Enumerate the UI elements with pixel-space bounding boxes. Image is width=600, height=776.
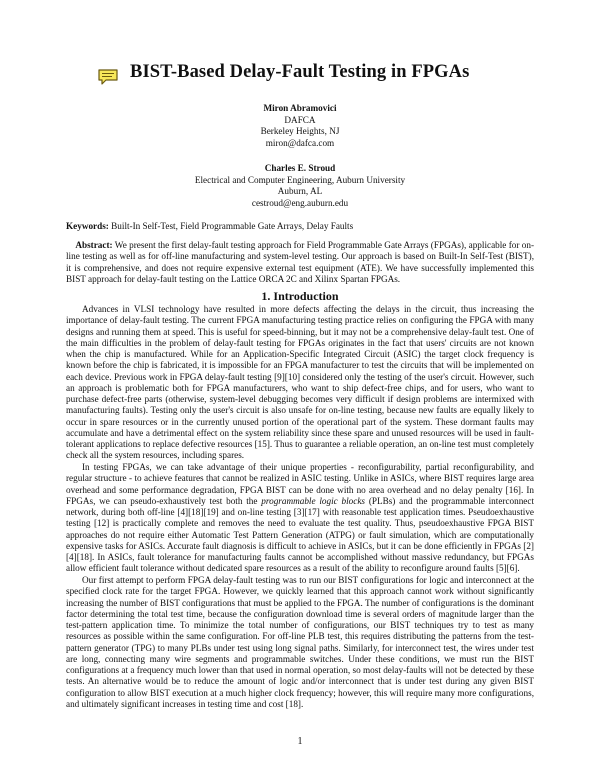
paper-title: BIST-Based Delay-Fault Testing in FPGAs <box>130 62 470 82</box>
author-block <box>0 103 600 149</box>
author-location: Berkeley Heights, NJ <box>260 126 340 136</box>
author-name: Charles E. Stroud <box>264 163 336 173</box>
keywords-label: Keywords: <box>66 221 109 231</box>
abstract-text: We present the first delay-fault testing approach for Field Programmable Gate Arrays (FPGAs), applicable for on-line testing as well as for off-line manufacturing and system-level testing. Our approach is based on Built-In Self-Test (BIST), it is comprehensive, and does not require expensive external test equipment (ATE). We have successfully implemented this BIST approach for delay-fault testing on the Lattice ORCA 2C and Xilinx Spartan FPGAs. <box>66 240 534 284</box>
paragraph: Our first attempt to perform FPGA delay-fault testing was to run our BIST configurations for logic and interconnect at the specified clock rate for the target FPGA. However, we quickly learned that this approach cannot work without significantly increasing the number of BIST configurations that must be applied to the FPGA. The number of configurations is the dominant factor determining the total test time, because the configuration download time is several orders of magnitude larger than the test-pattern application time. To minimize the total number of configurations, our BIST techniques try to test as many resources as possible within the same configuration. For off-line PLB test, this requires distributing the patterns from the test-pattern generator (TPG) to many PLBs under test using long signal paths. Similarly, for interconnect test, the wires under test are long, connecting many wire segments and programmable switches. Under these conditions, we must run the BIST configurations at a frequency much lower than that used in normal operation, so most delay-faults will not be detected by these tests. An alternative would be to reduce the amount of logic and/or interconnect that is under test during any given BIST configuration to allow BIST execution at a much higher clock frequency; however, this will require many more configurations, and ultimately significant increases in testing time and cost [18]. <box>66 575 534 709</box>
author-location: Auburn, AL <box>277 186 323 196</box>
abstract-label: Abstract: <box>75 240 113 250</box>
paragraph <box>66 462 534 575</box>
section-heading: 1. Introduction <box>261 289 339 303</box>
paragraph: Advances in VLSI technology have resulted in more defects affecting the delays in the circuit, thus increasing the importance of delay-fault testing. The current FPGA manufacturing testing practice relies on configuring the FPGA with many designs and running them at speed. This is useful for speed-binning, but it may not be a comprehensive delay-fault test. One of the main difficulties in the problem of delay-fault testing for FPGAs originates in the fact that users' circuits are not known when the chip is manufactured. While for an Application-Specific Integrated Circuit (ASIC) the target clock frequency is known before the chip is fabricated, it is impossible for an FPGA manufacturer to test the circuits that will be implemented on each device. Previous work in FPGA delay-fault testing [9][10] considered only the testing of the user's circuit. However, such an approach is problematic both for FPGA manufacturers, who want to ship defect-free chips, and for users, who want to purchase defect-free parts (otherwise, system-level debugging becomes very difficult if design problems are intermixed with manufacturing faults). Testing only the user's circuit is also unsafe for on-line testing, because new faults are equally likely to occur in spare resources or in the currently unused portion of the operational part of the system. These dormant faults may accumulate and have a detrimental effect on the system reliability since these spare and unused resources will be used in fault-tolerant applications to replace defective resources [15]. Thus to guarantee a reliable operation, an on-line test must completely check all the system resources, including spares. <box>66 304 534 461</box>
author-name: Miron Abramovici <box>263 103 337 113</box>
paragraph-text: In testing FPGAs, we can take advantage of their unique properties - reconfigurability, partial reconfigurability, and regular structure - to achieve features that cannot be realized in ASIC testing. Unlike in ASICs, where BIST requires large area overhead and some performance degradation, FPGA BIST can be done with no area overhead and no delay penalty [16]. In FPGAs, we can pseudo-exhaustively test both the <box>66 462 534 506</box>
author-block <box>0 163 600 209</box>
keywords-text: Built-In Self-Test, Field Programmable Gate Arrays, Delay Faults <box>111 221 354 231</box>
author-affiliation: DAFCA <box>284 114 316 125</box>
keywords <box>66 221 546 231</box>
abstract <box>66 240 534 285</box>
section-body <box>66 304 534 711</box>
author-email[interactable]: cestroud@eng.auburn.edu <box>251 197 349 208</box>
paragraph-text: (PLBs) and the programmable interconnect network, during both off-line [4][18][19] and on-line testing [3][17] with reasonable test application times. Pseudoexhaustive testing [12] is practically complete and removes the need to evaluate the test quality. Thus, pseudoexhaustive FPGA BIST approaches do not require either Automatic Test Pattern Generation (ATPG) or fault simulation, which are computationally expensive tasks for ASICs. Accurate fault diagnosis is difficult to achieve in ASICs, but it can be done efficiently in FPGAs [2][4][18]. In ASICs, fault tolerance for manufacturing faults cannot be accomplished without massive redundancy, but FPGAs allow efficient fault tolerance without dedicated spare resources as a result of the ability to reconfigure around faults [5][6]. <box>66 495 535 574</box>
sticky-note-icon[interactable] <box>97 68 119 86</box>
italic-term: programmable logic blocks <box>261 495 365 506</box>
author-email[interactable]: miron@dafca.com <box>265 137 335 148</box>
page-number: 1 <box>297 736 303 747</box>
author-affiliation: Electrical and Computer Engineering, Auburn University <box>194 174 406 185</box>
